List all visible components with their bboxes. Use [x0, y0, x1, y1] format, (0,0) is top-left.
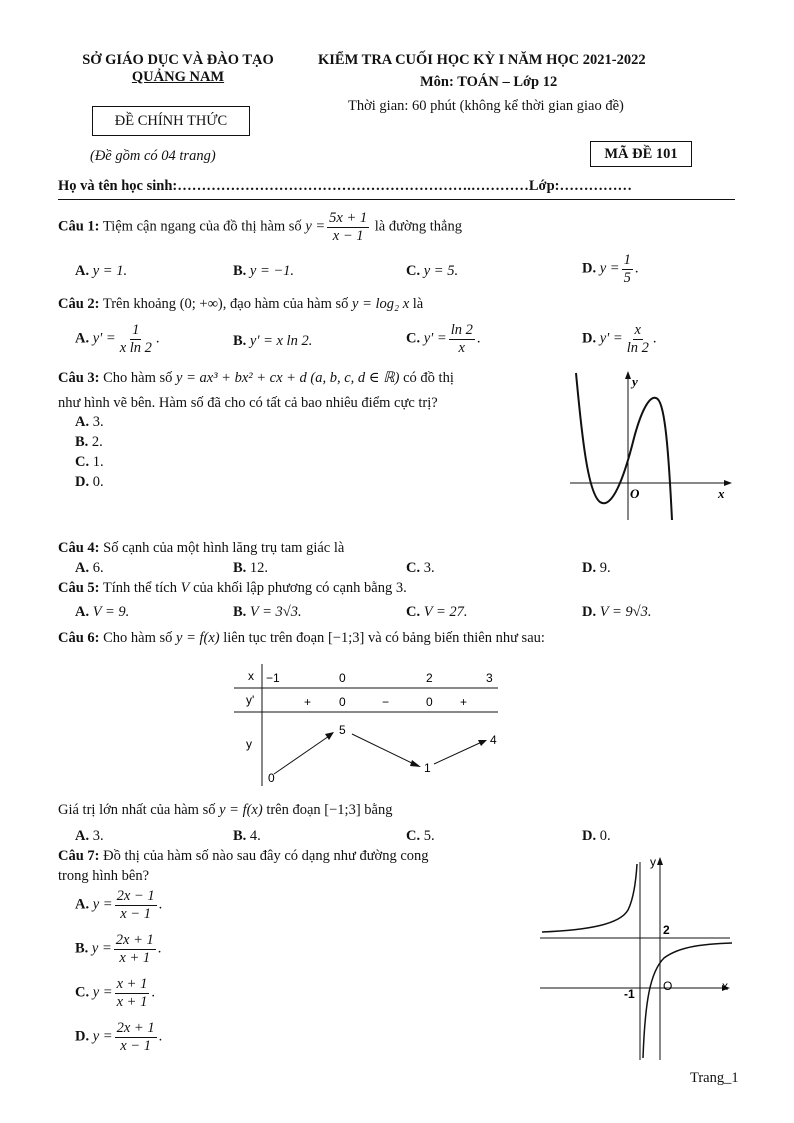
exam-code: [590, 141, 692, 167]
q7-text-a: Đồ thị của hàm số nào sau đây có dạng như đường cong: [103, 848, 429, 864]
q5-option-d[interactable]: [582, 604, 651, 621]
q7-lhs: y =: [91, 940, 112, 957]
q3-option-d[interactable]: [75, 474, 104, 491]
q1-func-lhs: y =: [305, 218, 326, 235]
q7-y-arrow: [657, 857, 663, 865]
q2-c-fraction: [449, 322, 475, 356]
q2-b-value: y' = x ln 2.: [249, 333, 313, 349]
opt-label: A.: [75, 604, 90, 620]
q2-c-num: ln 2: [450, 322, 473, 338]
q6-option-d[interactable]: [582, 828, 611, 845]
q2-func: y = log₂ x: [352, 296, 410, 312]
q7-option-c[interactable]: C. y = $\frac{x + 1}{x + 1}$ .: [75, 976, 155, 1010]
q6-interval2: [−1;3]: [324, 802, 361, 818]
opt-label: B.: [233, 828, 247, 844]
q6-sign-3: 0: [426, 695, 433, 709]
q6-arrow-up-head: [325, 732, 334, 740]
q2-text-c: là: [412, 296, 424, 312]
q6-sign-1: 0: [339, 695, 346, 709]
q7-label: Câu 7:: [58, 848, 100, 864]
opt-label: D.: [75, 474, 90, 490]
opt-label: B.: [233, 604, 247, 620]
q6-sign-0: +: [304, 695, 312, 709]
q4-a-value: 6.: [92, 560, 104, 576]
department-line2: QUẢNG NAM: [131, 69, 225, 85]
q3-label: Câu 3:: [58, 370, 100, 386]
q4-b-value: 12.: [249, 560, 269, 576]
official-label: ĐỀ CHÍNH THỨC: [114, 113, 228, 129]
q5-c-value: V = 27.: [423, 604, 468, 620]
q4-c-value: 3.: [423, 560, 435, 576]
opt-label: C.: [406, 330, 421, 347]
opt-label: D.: [582, 260, 597, 277]
q7-lhs: y =: [92, 896, 113, 913]
department-name: [58, 52, 298, 86]
q6-option-c[interactable]: [406, 828, 435, 845]
q6-y-end: 4: [490, 733, 497, 747]
q1-func-den: x − 1: [332, 227, 364, 244]
q1-d-num: 1: [623, 252, 631, 268]
q7-minus-one-label: -1: [624, 987, 635, 1001]
q7-y-label: y: [650, 855, 656, 869]
q6-variation-table: [234, 664, 500, 788]
q1-d-den: 5: [623, 269, 631, 286]
q7-c-fraction: [115, 976, 150, 1010]
q4-option-d[interactable]: [582, 560, 611, 577]
opt-label: C.: [406, 604, 421, 620]
q7-a-num: 2x − 1: [116, 888, 155, 904]
q6-func: y = f(x): [176, 630, 220, 646]
q6-y-start: 0: [268, 771, 275, 785]
q5-b-value: V = 3√3.: [249, 604, 302, 620]
subject: Môn: TOÁN – Lớp 12: [420, 74, 558, 90]
opt-label: D.: [582, 828, 597, 844]
q1-option-a[interactable]: [75, 263, 127, 280]
q6-option-a[interactable]: [75, 828, 104, 845]
q6-sign-4: +: [460, 695, 468, 709]
class-field: Lớp:……………: [528, 178, 632, 194]
opt-label: A.: [75, 896, 90, 913]
q6-func2: y = f(x): [219, 802, 263, 818]
exam-title: KIỂM TRA CUỐI HỌC KỲ I NĂM HỌC 2021-2022: [318, 52, 646, 68]
q4-label: Câu 4:: [58, 540, 100, 556]
q3-x-label: x: [718, 486, 725, 501]
question-7: [58, 848, 429, 865]
q5-text-b: của khối lập phương có cạnh bằng: [193, 580, 393, 596]
q6-y-max: 5: [339, 723, 346, 737]
q3-y-arrow: [625, 371, 631, 379]
q6-interval: [−1;3]: [327, 630, 365, 646]
opt-label: C.: [406, 560, 421, 576]
opt-label: A.: [75, 330, 90, 347]
page-count: (Đề gồm có 04 trang): [90, 148, 216, 164]
q6-text-b: liên tục trên đoạn: [223, 630, 325, 646]
exam-time: Thời gian: 60 phút (không kể thời gian giao đề): [348, 98, 624, 114]
q2-a-den: x ln 2: [119, 339, 152, 356]
department-line1: SỞ GIÁO DỤC VÀ ĐÀO TẠO: [82, 52, 274, 68]
q6-a-value: 3.: [92, 828, 104, 844]
q3-a-value: 3.: [92, 414, 104, 430]
q2-text-b: , đạo hàm của hàm số: [222, 296, 349, 312]
q2-label: Câu 2:: [58, 296, 100, 312]
q6-x-val-1: 0: [339, 671, 346, 685]
q2-option-b[interactable]: [233, 333, 312, 350]
q2-a-lhs: y' =: [92, 330, 116, 347]
q3-func: y = ax³ + bx² + cx + d: [176, 370, 307, 386]
q3-y-label: y: [632, 374, 638, 389]
q3-option-b[interactable]: [75, 434, 103, 451]
q1-func-num: 5x + 1: [329, 210, 368, 226]
q7-b-den: x + 1: [119, 949, 151, 966]
q7-b-fraction: [114, 932, 156, 966]
q1-label: Câu 1:: [58, 218, 100, 235]
opt-label: D.: [582, 560, 597, 576]
q4-option-b[interactable]: [233, 560, 268, 577]
q6-question: [58, 802, 392, 819]
q3-cubic-graph: [568, 368, 738, 520]
question-6: [58, 630, 545, 647]
q6-arrow-up2: [434, 741, 484, 764]
q4-d-value: 9.: [599, 560, 611, 576]
q1-d-lhs: y =: [599, 260, 620, 277]
q6-d-value: 0.: [599, 828, 611, 844]
opt-label: C.: [406, 263, 421, 279]
q7-text-b: trong hình bên?: [58, 868, 150, 884]
q7-hyperbola-graph: [540, 852, 736, 1062]
q1-d-fraction: [622, 252, 633, 286]
q2-a-num: 1: [132, 322, 140, 338]
opt-label: A.: [75, 263, 90, 279]
q6-arrow-up: [274, 734, 332, 774]
opt-label: D.: [582, 604, 597, 620]
q1-text-b: là đường thẳng: [374, 218, 462, 235]
q3-x-arrow: [724, 480, 732, 486]
q6-yp-label: y': [246, 693, 255, 707]
q6-x-val-2: 2: [426, 671, 433, 685]
q1-c-value: y = 5.: [423, 263, 459, 279]
q7-o-label: O: [663, 979, 673, 993]
q1-option-d[interactable]: D. y = $\frac{1}{5}$ .: [582, 252, 639, 286]
q2-option-c[interactable]: C. y' = $\frac{\ln 2}{x}$ .: [406, 322, 481, 356]
q7-two-label: 2: [663, 923, 670, 937]
q2-c-den: x: [458, 339, 465, 356]
q5-text-a: Tính thể tích: [102, 580, 177, 596]
q7-option-d[interactable]: D. y = $\frac{2x + 1}{x - 1}$ .: [75, 1020, 163, 1054]
q1-option-b[interactable]: [233, 263, 294, 280]
q7-a-fraction: [115, 888, 157, 922]
q2-interval: (0; +∞): [179, 296, 223, 312]
opt-label: B.: [233, 560, 247, 576]
q7-d-num: 2x + 1: [116, 1020, 155, 1036]
q6-text-e: trên đoạn: [266, 802, 321, 818]
question-3: [58, 370, 454, 387]
exam-code-label: MÃ ĐỀ 101: [604, 146, 678, 162]
q6-sign-2: −: [382, 695, 390, 709]
q7-b-num: 2x + 1: [115, 932, 154, 948]
q6-y-label: y: [246, 737, 252, 751]
q2-d-den: ln 2: [626, 339, 649, 356]
q3-text-b: có đồ thị: [403, 370, 454, 386]
q6-text-a: Cho hàm số: [103, 630, 173, 646]
q4-text: Số cạnh của một hình lăng trụ tam giác là: [103, 540, 345, 556]
page-footer: Trang_1: [690, 1070, 739, 1086]
q2-d-lhs: y' =: [599, 330, 623, 347]
q1-a-value: y = 1.: [92, 263, 128, 279]
q3-b-value: 2.: [91, 434, 103, 450]
q1-option-c[interactable]: [406, 263, 458, 280]
q5-a-value: V = 9.: [92, 604, 130, 620]
question-1: [58, 210, 462, 244]
q6-label: Câu 6:: [58, 630, 100, 646]
q3-option-a[interactable]: [75, 414, 104, 431]
opt-label: C.: [75, 454, 90, 470]
q7-branch-left: [542, 864, 637, 932]
q3-c-value: 1.: [92, 454, 104, 470]
q3-option-c[interactable]: [75, 454, 104, 471]
q6-x-label: x: [248, 669, 254, 683]
q4-option-c[interactable]: [406, 560, 435, 577]
q2-option-a[interactable]: A. y' = $\frac{1}{\text{x ln 2}}$ .: [75, 322, 160, 356]
q1-b-value: y = −1.: [249, 263, 295, 279]
q7-c-num: x + 1: [116, 976, 148, 992]
q1-text-a: Tiệm cận ngang của đồ thị hàm số: [102, 218, 302, 235]
opt-label: A.: [75, 828, 90, 844]
q5-edge: 3.: [395, 580, 407, 596]
q6-arrow-down-head: [410, 760, 421, 767]
q6-text-c: và có bảng biến thiên như sau:: [367, 630, 545, 646]
q2-d-num: x: [634, 322, 641, 338]
q3-curve: [576, 373, 672, 520]
q4-option-a[interactable]: [75, 560, 104, 577]
q2-option-d[interactable]: D. y' = $\frac{x}{\ln 2}$ .: [582, 322, 657, 356]
opt-label: C.: [75, 984, 90, 1001]
q5-d-value: V = 9√3.: [599, 604, 652, 620]
question-5: [58, 580, 407, 597]
q6-option-b[interactable]: [233, 828, 261, 845]
q7-option-a[interactable]: A. y = $\frac{2x - 1}{x - 1}$ .: [75, 888, 163, 922]
q6-b-value: 4.: [249, 828, 261, 844]
opt-label: D.: [75, 1028, 90, 1045]
q7-branch-right: [643, 943, 732, 1058]
q2-c-lhs: y' =: [423, 330, 447, 347]
name-field: Họ và tên học sinh:…………………………………………………….…………: [58, 178, 529, 194]
q7-c-den: x + 1: [116, 993, 148, 1010]
opt-label: A.: [75, 560, 90, 576]
opt-label: A.: [75, 414, 90, 430]
opt-label: B.: [233, 333, 247, 349]
q3-text-c: như hình vẽ bên. Hàm số đã cho có tất cả bao nhiêu điểm cực trị?: [58, 395, 438, 411]
q2-text-a: Trên khoảng: [102, 296, 177, 312]
q5-var: V: [180, 580, 190, 596]
q7-d-fraction: [115, 1020, 157, 1054]
q7-option-b[interactable]: B. y = $\frac{2x + 1}{x + 1}$ .: [75, 932, 162, 966]
q7-x-label: x: [722, 979, 728, 993]
q7-lhs: y =: [92, 1028, 113, 1045]
q7-lhs: y =: [92, 984, 113, 1001]
question-4: [58, 540, 344, 557]
opt-label: C.: [406, 828, 421, 844]
q5-label: Câu 5:: [58, 580, 100, 596]
q3-o-label: O: [630, 486, 640, 501]
q2-a-fraction: [118, 322, 154, 356]
q6-c-value: 5.: [423, 828, 435, 844]
q6-arrow-down: [352, 734, 418, 766]
q6-text-d: Giá trị lớn nhất của hàm số: [58, 802, 216, 818]
q6-y-min: 1: [424, 761, 431, 775]
opt-label: B.: [233, 263, 247, 279]
question-2: [58, 296, 423, 313]
q7-d-den: x − 1: [120, 1037, 151, 1054]
q5-option-b[interactable]: [233, 604, 302, 621]
q7-a-den: x − 1: [120, 905, 151, 922]
q6-text-f: bằng: [364, 802, 393, 818]
student-name-line: [58, 178, 632, 195]
opt-label: B.: [75, 940, 89, 957]
q6-x-val-0: −1: [266, 671, 280, 685]
q5-option-a[interactable]: [75, 604, 129, 621]
official-badge: [92, 106, 250, 136]
q6-x-val-3: 3: [486, 671, 493, 685]
q1-fraction: [327, 210, 369, 244]
q3-d-value: 0.: [92, 474, 104, 490]
header-divider: [58, 199, 735, 200]
q5-option-c[interactable]: [406, 604, 468, 621]
opt-label: B.: [75, 434, 89, 450]
q3-text-a: Cho hàm số: [103, 370, 173, 386]
opt-label: D.: [582, 330, 597, 347]
q3-cond: (a, b, c, d ∈ ℝ): [310, 370, 400, 386]
q2-d-fraction: [625, 322, 651, 356]
